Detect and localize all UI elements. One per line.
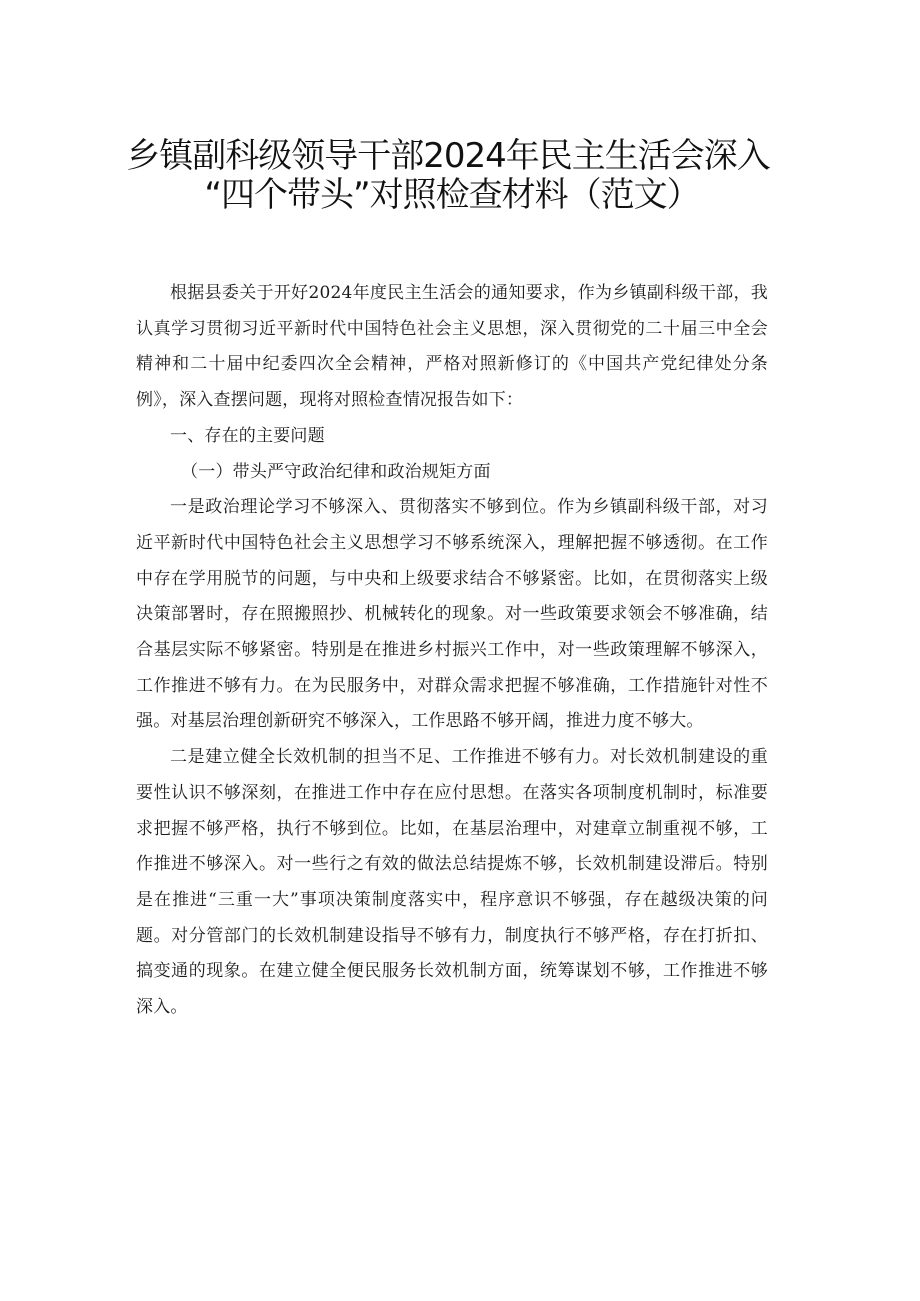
body-paragraph-1: 一是政治理论学习不够深入、贯彻落实不够到位。作为乡镇副科级干部，对习近平新时代中国特色社会主义思想学习不够系统深入，理解把握不够透彻。在工作中存在学用脱节的问题，与中央和上级要求结合不够紧密。比如，在贯彻落实上级决策部署时，存在照搬照抄、机械转化的现象。对一些政策要求领会不够准确，结合基层实际不够紧密。特别是在推进乡村振兴工作中，对一些政策理解不够深入，工作推进不够有力。在为民服务中，对群众需求把握不够准确，工作措施针对性不强。对基层治理创新研究不够深入，工作思路不够开阔，推进力度不够大。 — [136, 497, 768, 732]
document-title-line-1: 乡镇副科级领导干部2024年民主生活会深入 — [126, 136, 770, 176]
body-paragraph-2: 二是建立健全长效机制的担当不足、工作推进不够有力。对长效机制建设的重要性认识不够深刻，在推进工作中存在应付思想。在落实各项制度机制时，标准要求把握不够严格，执行不够到位。比如，在基层治理中，对建章立制重视不够，工作推进不够深入。对一些行之有效的做法总结提炼不够，长效机制建设滞后。特别是在推进“三重一大”事项决策制度落实中，程序意识不够强，存在越级决策的问题。对分管部门的长效机制建设指导不够有力，制度执行不够严格，存在打折扣、搞变通的现象。在建立健全便民服务长效机制方面，统筹谋划不够，工作推进不够深入。 — [136, 747, 768, 1018]
document-title-line-2: “四个带头”对照检查材料（范文） — [204, 175, 700, 215]
intro-paragraph: 根据县委关于开好2024年度民主生活会的通知要求，作为乡镇副科级干部，我认真学习贯彻习近平新时代中国特色社会主义思想，深入贯彻党的二十届三中全会精神和二十届中纪委四次全会精神，严格对照新修订的《中国共产党纪律处分条例》，深入查摆问题，现将对照检查情况报告如下： — [136, 283, 768, 411]
subsection-heading: （一）带头严守政治纪律和政治规矩方面 — [181, 461, 491, 482]
document-body — [136, 276, 768, 1026]
section-heading: 一、存在的主要问题 — [170, 425, 325, 446]
